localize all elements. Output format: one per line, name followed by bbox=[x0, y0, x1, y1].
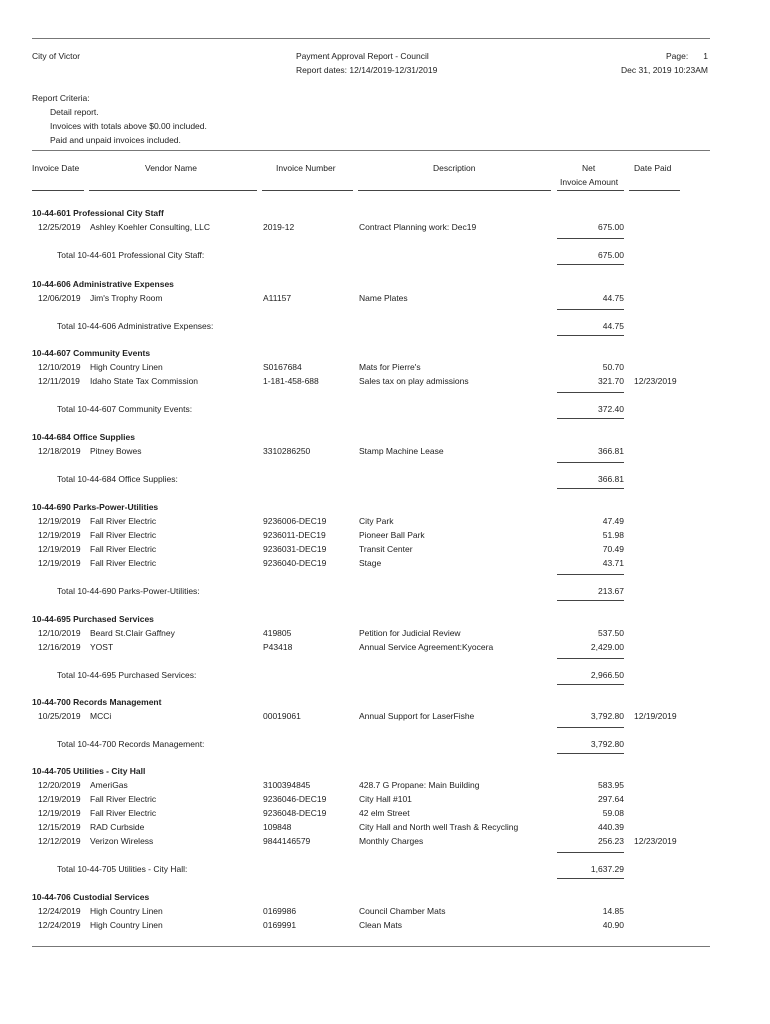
account-header: 10-44-684 Office Supplies bbox=[32, 432, 135, 442]
invoice-date: 12/20/2019 bbox=[38, 780, 81, 790]
col-invoice-date: Invoice Date bbox=[32, 163, 80, 173]
amount-subtotal-rule bbox=[557, 658, 624, 659]
account-total-label: Total 10-44-684 Office Supplies: bbox=[57, 474, 178, 484]
account-header: 10-44-695 Purchased Services bbox=[32, 614, 154, 624]
invoice-number: 3310286250 bbox=[263, 446, 311, 456]
invoice-number: A11157 bbox=[263, 293, 292, 303]
vendor-name: YOST bbox=[90, 642, 114, 652]
invoice-number: 109848 bbox=[263, 822, 292, 832]
col-underline bbox=[262, 190, 353, 191]
amount-total-rule bbox=[557, 264, 624, 265]
col-invoice-number: Invoice Number bbox=[276, 163, 336, 173]
invoice-number: 0169991 bbox=[263, 920, 297, 930]
net-amount: 43.71 bbox=[602, 558, 624, 568]
invoice-number: S0167684 bbox=[263, 362, 302, 372]
vendor-name: Fall River Electric bbox=[90, 516, 157, 526]
amount-total-rule bbox=[557, 488, 624, 489]
bottom-rule bbox=[32, 946, 710, 947]
invoice-number: 00019061 bbox=[263, 711, 301, 721]
vendor-name: Jim's Trophy Room bbox=[90, 293, 163, 303]
account-total-amount: 675.00 bbox=[598, 250, 624, 260]
invoice-description: Council Chamber Mats bbox=[359, 906, 446, 916]
invoice-date: 12/11/2019 bbox=[38, 376, 80, 386]
account-total-amount: 366.81 bbox=[598, 474, 624, 484]
col-underline bbox=[358, 190, 551, 191]
invoice-date: 12/10/2019 bbox=[38, 628, 81, 638]
net-amount: 297.64 bbox=[598, 794, 624, 804]
amount-total-rule bbox=[557, 753, 624, 754]
invoice-description: Annual Service Agreement:Kyocera bbox=[359, 642, 494, 652]
account-header: 10-44-705 Utilities - City Hall bbox=[32, 766, 146, 776]
account-total-amount: 372.40 bbox=[598, 404, 624, 414]
account-total-amount: 44.75 bbox=[602, 321, 624, 331]
invoice-description: Name Plates bbox=[359, 293, 408, 303]
vendor-name: Fall River Electric bbox=[90, 808, 157, 818]
net-amount: 3,792.80 bbox=[590, 711, 624, 721]
invoice-date: 12/19/2019 bbox=[38, 516, 81, 526]
vendor-name: Idaho State Tax Commission bbox=[90, 376, 199, 386]
net-amount: 537.50 bbox=[598, 628, 624, 638]
col-invoice-amount: Invoice Amount bbox=[560, 177, 619, 187]
col-underline bbox=[32, 190, 84, 191]
criteria-title: Report Criteria: bbox=[32, 93, 90, 103]
account-header: 10-44-690 Parks-Power-Utilities bbox=[32, 502, 159, 512]
account-total-label: Total 10-44-607 Community Events: bbox=[57, 404, 193, 414]
vendor-name: High Country Linen bbox=[90, 920, 163, 930]
account-total-amount: 3,792.80 bbox=[590, 739, 624, 749]
criteria-rule bbox=[32, 150, 710, 151]
account-total-amount: 213.67 bbox=[598, 586, 624, 596]
col-underline bbox=[557, 190, 624, 191]
criteria-line: Detail report. bbox=[50, 107, 99, 117]
net-amount: 59.08 bbox=[602, 808, 624, 818]
invoice-date: 12/19/2019 bbox=[38, 558, 81, 568]
net-amount: 14.85 bbox=[602, 906, 624, 916]
account-header: 10-44-606 Administrative Expenses bbox=[32, 279, 174, 289]
account-total-label: Total 10-44-695 Purchased Services: bbox=[57, 670, 197, 680]
invoice-description: Annual Support for LaserFishe bbox=[359, 711, 475, 721]
invoice-description: Petition for Judicial Review bbox=[359, 628, 461, 638]
invoice-number: 1-181-458-688 bbox=[263, 376, 319, 386]
vendor-name: Fall River Electric bbox=[90, 794, 157, 804]
net-amount: 51.98 bbox=[602, 530, 624, 540]
invoice-description: Sales tax on play admissions bbox=[359, 376, 469, 386]
invoice-date: 12/18/2019 bbox=[38, 446, 81, 456]
vendor-name: Fall River Electric bbox=[90, 544, 157, 554]
vendor-name: Ashley Koehler Consulting, LLC bbox=[90, 222, 211, 232]
invoice-date: 12/19/2019 bbox=[38, 544, 81, 554]
report-dates: Report dates: 12/14/2019-12/31/2019 bbox=[296, 65, 438, 75]
invoice-date: 12/25/2019 bbox=[38, 222, 81, 232]
amount-subtotal-rule bbox=[557, 462, 624, 463]
net-amount: 583.95 bbox=[598, 780, 624, 790]
vendor-name: Verizon Wireless bbox=[90, 836, 154, 846]
invoice-date: 10/25/2019 bbox=[38, 711, 81, 721]
invoice-number: 9236006-DEC19 bbox=[263, 516, 327, 526]
invoice-description: Stamp Machine Lease bbox=[359, 446, 444, 456]
amount-total-rule bbox=[557, 600, 624, 601]
net-amount: 366.81 bbox=[598, 446, 624, 456]
report-timestamp: Dec 31, 2019 10:23AM bbox=[621, 65, 708, 75]
invoice-date: 12/19/2019 bbox=[38, 530, 81, 540]
invoice-number: 2019-12 bbox=[263, 222, 295, 232]
amount-total-rule bbox=[557, 878, 624, 879]
net-amount: 675.00 bbox=[598, 222, 624, 232]
net-amount: 321.70 bbox=[598, 376, 624, 386]
invoice-number: P43418 bbox=[263, 642, 293, 652]
invoice-number: 0169986 bbox=[263, 906, 297, 916]
invoice-number: 9236040-DEC19 bbox=[263, 558, 327, 568]
amount-subtotal-rule bbox=[557, 309, 624, 310]
account-total-label: Total 10-44-705 Utilities - City Hall: bbox=[57, 864, 188, 874]
vendor-name: Fall River Electric bbox=[90, 558, 157, 568]
page-label: Page: bbox=[666, 51, 689, 61]
amount-subtotal-rule bbox=[557, 574, 624, 575]
col-underline bbox=[629, 190, 680, 191]
invoice-number: 9236011-DEC19 bbox=[263, 530, 326, 540]
invoice-description: City Hall #101 bbox=[359, 794, 412, 804]
invoice-description: Stage bbox=[359, 558, 382, 568]
account-total-label: Total 10-44-690 Parks-Power-Utilities: bbox=[57, 586, 200, 596]
invoice-date: 12/19/2019 bbox=[38, 808, 81, 818]
net-amount: 44.75 bbox=[602, 293, 624, 303]
account-total-amount: 1,637.29 bbox=[590, 864, 624, 874]
vendor-name: MCCi bbox=[90, 711, 112, 721]
net-amount: 2,429.00 bbox=[590, 642, 624, 652]
org-name: City of Victor bbox=[32, 51, 81, 61]
vendor-name: High Country Linen bbox=[90, 906, 163, 916]
invoice-number: 3100394845 bbox=[263, 780, 311, 790]
account-header: 10-44-601 Professional City Staff bbox=[32, 208, 164, 218]
invoice-number: 9844146579 bbox=[263, 836, 311, 846]
invoice-date: 12/19/2019 bbox=[38, 794, 81, 804]
col-net: Net bbox=[582, 163, 596, 173]
net-amount: 40.90 bbox=[602, 920, 624, 930]
invoice-date: 12/16/2019 bbox=[38, 642, 81, 652]
net-amount: 47.49 bbox=[602, 516, 624, 526]
report-title: Payment Approval Report - Council bbox=[296, 51, 429, 61]
account-header: 10-44-706 Custodial Services bbox=[32, 892, 150, 902]
amount-subtotal-rule bbox=[557, 727, 624, 728]
invoice-date: 12/24/2019 bbox=[38, 920, 81, 930]
account-total-amount: 2,966.50 bbox=[590, 670, 624, 680]
amount-subtotal-rule bbox=[557, 238, 624, 239]
invoice-description: City Hall and North well Trash & Recycling bbox=[359, 822, 519, 832]
amount-total-rule bbox=[557, 335, 624, 336]
invoice-description: Monthly Charges bbox=[359, 836, 424, 846]
invoice-number: 9236031-DEC19 bbox=[263, 544, 327, 554]
invoice-number: 9236048-DEC19 bbox=[263, 808, 327, 818]
criteria-line: Invoices with totals above $0.00 included. bbox=[50, 121, 207, 131]
col-description: Description bbox=[433, 163, 476, 173]
net-amount: 256.23 bbox=[598, 836, 624, 846]
vendor-name: Beard St.Clair Gaffney bbox=[90, 628, 175, 638]
top-rule bbox=[32, 38, 710, 39]
invoice-description: Transit Center bbox=[359, 544, 413, 554]
invoice-date: 12/12/2019 bbox=[38, 836, 81, 846]
date-paid: 12/23/2019 bbox=[634, 376, 677, 386]
invoice-description: City Park bbox=[359, 516, 394, 526]
invoice-date: 12/10/2019 bbox=[38, 362, 81, 372]
amount-total-rule bbox=[557, 684, 624, 685]
invoice-date: 12/06/2019 bbox=[38, 293, 81, 303]
invoice-description: 42 elm Street bbox=[359, 808, 410, 818]
invoice-description: 428.7 G Propane: Main Building bbox=[359, 780, 480, 790]
invoice-date: 12/15/2019 bbox=[38, 822, 81, 832]
account-total-label: Total 10-44-601 Professional City Staff: bbox=[57, 250, 205, 260]
amount-subtotal-rule bbox=[557, 852, 624, 853]
net-amount: 70.49 bbox=[602, 544, 624, 554]
invoice-number: 419805 bbox=[263, 628, 292, 638]
criteria-line: Paid and unpaid invoices included. bbox=[50, 135, 181, 145]
vendor-name: RAD Curbside bbox=[90, 822, 145, 832]
amount-subtotal-rule bbox=[557, 392, 624, 393]
vendor-name: Fall River Electric bbox=[90, 530, 157, 540]
invoice-description: Mats for Pierre's bbox=[359, 362, 421, 372]
vendor-name: Pitney Bowes bbox=[90, 446, 142, 456]
col-date-paid: Date Paid bbox=[634, 163, 672, 173]
invoice-description: Contract Planning work: Dec19 bbox=[359, 222, 477, 232]
invoice-description: Clean Mats bbox=[359, 920, 402, 930]
account-header: 10-44-700 Records Management bbox=[32, 697, 162, 707]
invoice-description: Pioneer Ball Park bbox=[359, 530, 425, 540]
invoice-date: 12/24/2019 bbox=[38, 906, 81, 916]
amount-total-rule bbox=[557, 418, 624, 419]
account-total-label: Total 10-44-700 Records Management: bbox=[57, 739, 205, 749]
col-vendor-name: Vendor Name bbox=[145, 163, 197, 173]
date-paid: 12/19/2019 bbox=[634, 711, 677, 721]
account-total-label: Total 10-44-606 Administrative Expenses: bbox=[57, 321, 214, 331]
invoice-number: 9236046-DEC19 bbox=[263, 794, 327, 804]
account-header: 10-44-607 Community Events bbox=[32, 348, 151, 358]
net-amount: 50.70 bbox=[602, 362, 624, 372]
vendor-name: AmeriGas bbox=[90, 780, 128, 790]
date-paid: 12/23/2019 bbox=[634, 836, 677, 846]
page-number: 1 bbox=[703, 51, 708, 61]
vendor-name: High Country Linen bbox=[90, 362, 163, 372]
net-amount: 440.39 bbox=[598, 822, 624, 832]
col-underline bbox=[89, 190, 257, 191]
